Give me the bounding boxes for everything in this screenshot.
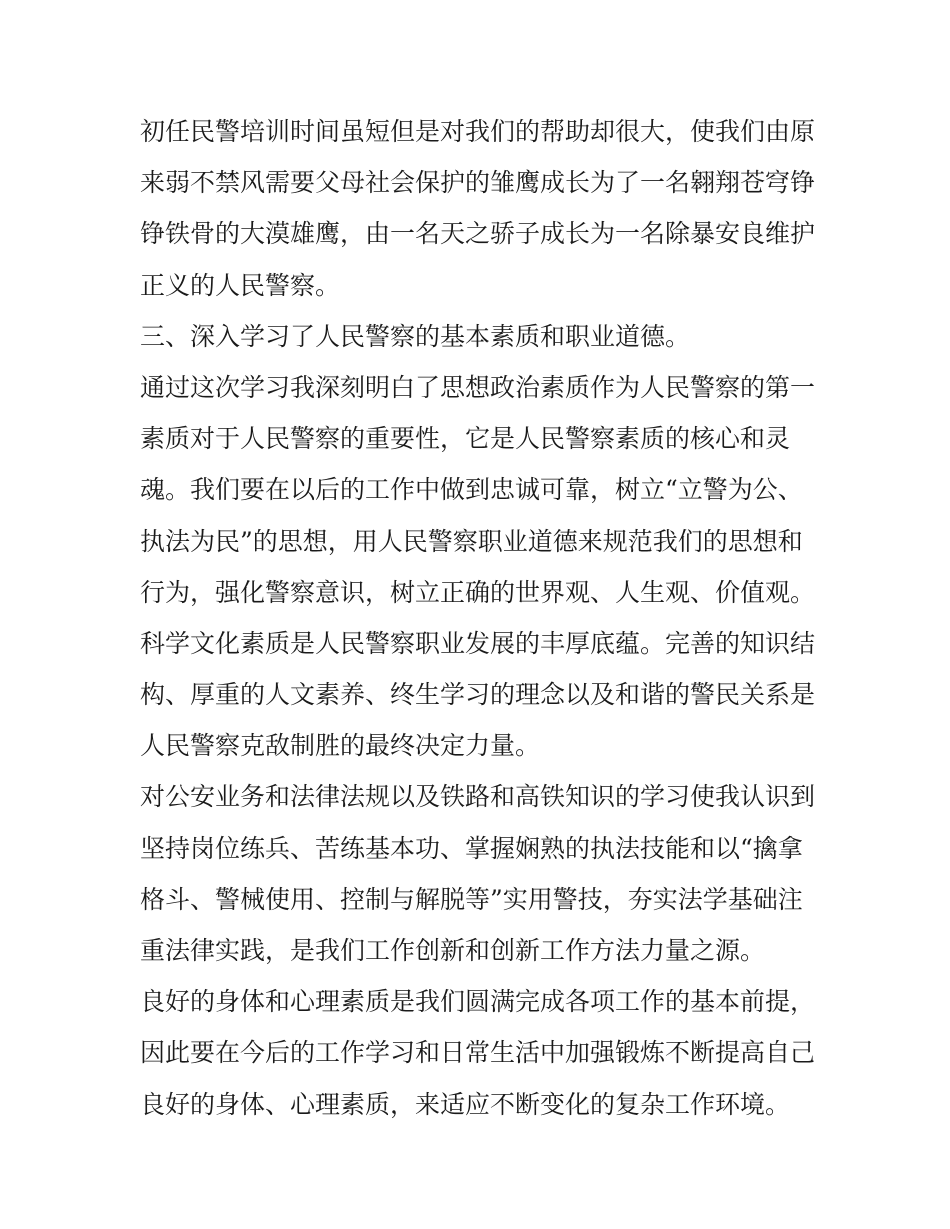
text-line-16: 格斗、警械使用、控制与解脱等”实用警技，夯实法学基础注: [140, 884, 803, 914]
text-line-12: 构、厚重的人文素养、终生学习的理念以及和谐的警民关系是: [140, 680, 816, 710]
text-line-9: 执法为民”的思想，用人民警察职业道德来规范我们的思想和: [140, 526, 803, 556]
text-line-15: 坚持岗位练兵、苦练基本功、掌握娴熟的执法技能和以“擒拿: [140, 833, 803, 863]
text-line-4: 正义的人民警察。: [140, 270, 341, 300]
text-line-19: 因此要在今后的工作学习和日常生活中加强锻炼不断提高自己: [140, 1038, 816, 1068]
text-line-20: 良好的身体、心理素质，来适应不断变化的复杂工作环境。: [140, 1089, 791, 1119]
text-line-18: 良好的身体和心理素质是我们圆满完成各项工作的基本前提，: [140, 987, 816, 1017]
document-body: [140, 106, 820, 1130]
section-heading-3: 三、深入学习了人民警察的基本素质和职业道德。: [140, 321, 691, 351]
text-line-3: 铮铁骨的大漠雄鹰，由一名天之骄子成长为一名除暴安良维护: [140, 219, 816, 249]
text-line-10: 行为，强化警察意识，树立正确的世界观、人生观、价值观。: [140, 577, 816, 607]
text-line-7: 素质对于人民警察的重要性，它是人民警察素质的核心和灵: [140, 424, 791, 454]
text-line-8: 魂。我们要在以后的工作中做到忠诚可靠，树立“立警为公、: [140, 475, 803, 505]
text-line-14: 对公安业务和法律法规以及铁路和高铁知识的学习使我认识到: [140, 782, 816, 812]
text-line-17: 重法律实践，是我们工作创新和创新工作方法力量之源。: [140, 936, 766, 965]
text-line-1: 初任民警培训时间虽短但是对我们的帮助却很大，使我们由原: [140, 117, 816, 146]
text-line-13: 人民警察克敌制胜的最终决定力量。: [140, 731, 541, 761]
text-line-11: 科学文化素质是人民警察职业发展的丰厚底蕴。完善的知识结: [140, 628, 816, 658]
text-line-6: 通过这次学习我深刻明白了思想政治素质作为人民警察的第一: [140, 372, 816, 402]
text-line-2: 来弱不禁风需要父母社会保护的雏鹰成长为了一名翱翔苍穹铮: [140, 168, 816, 198]
